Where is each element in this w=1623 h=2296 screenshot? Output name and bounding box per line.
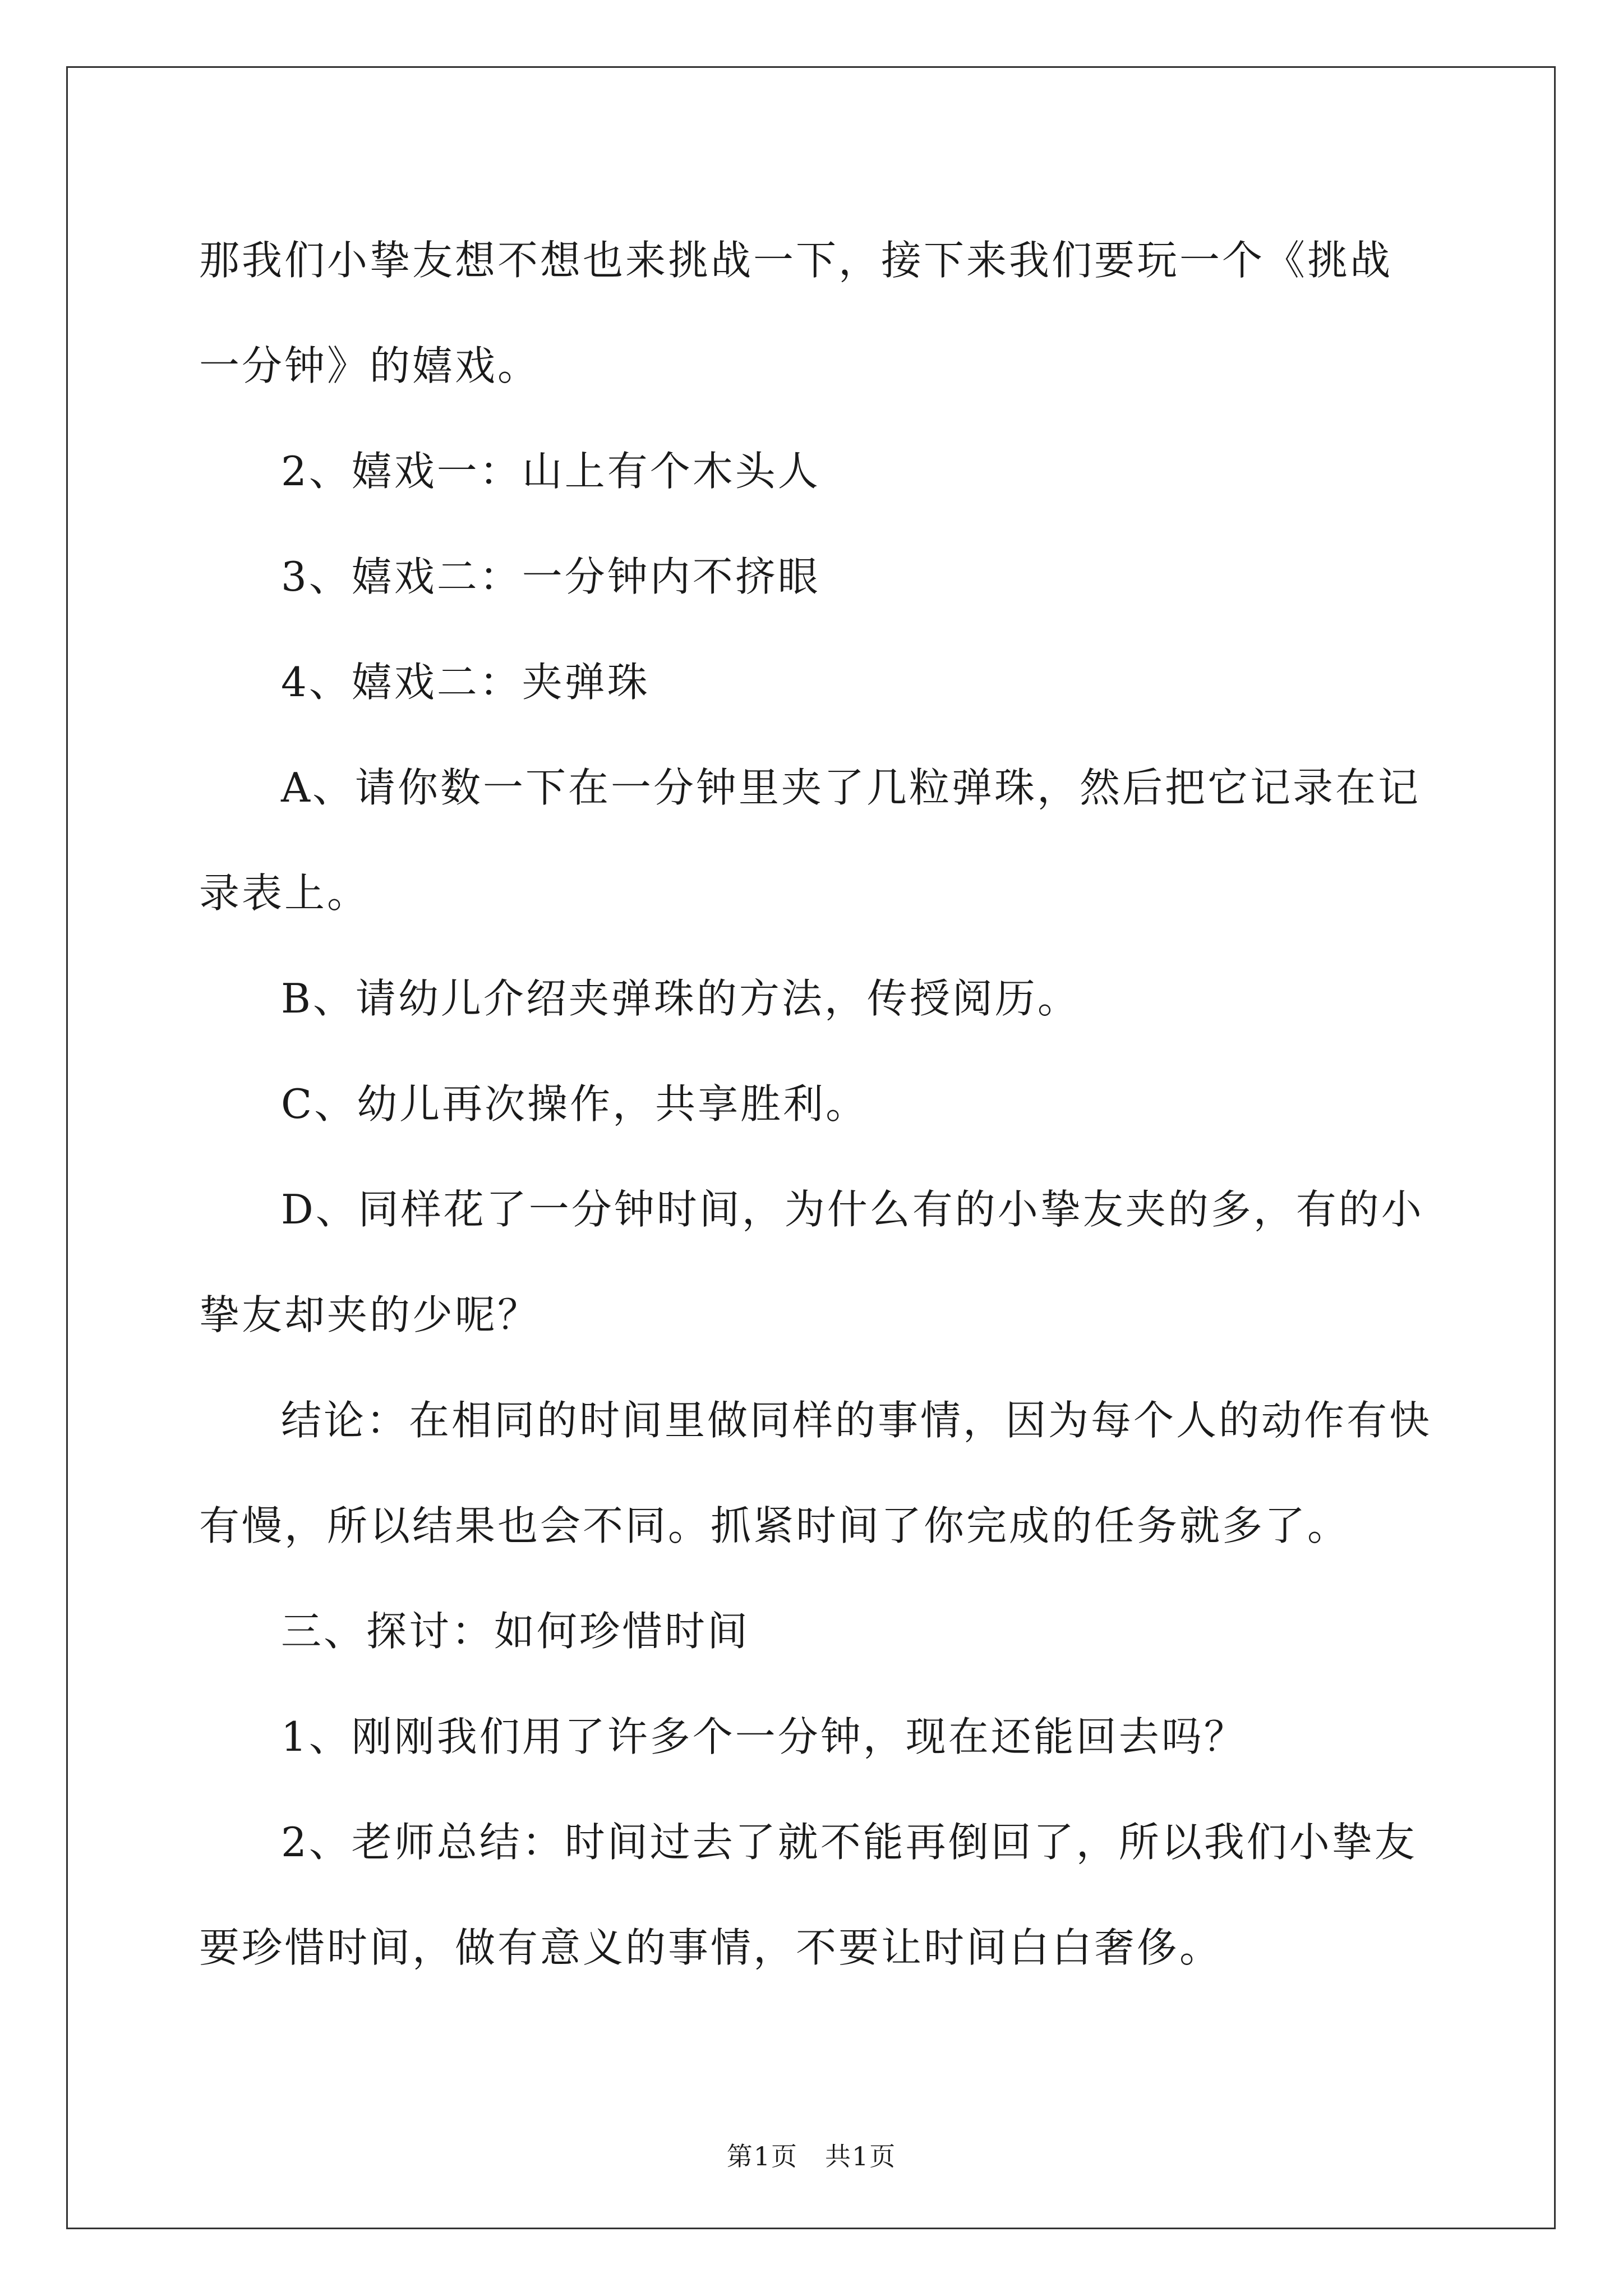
document-body	[199, 208, 1433, 2000]
paragraph-5: A、请你数一下在一分钟里夹了几粒弹珠，然后把它记录在记录表上。	[199, 764, 1421, 917]
paragraph-1: 那我们小挚友想不想也来挑战一下，接下来我们要玩一个《挑战一分钟》的嬉戏。	[199, 237, 1393, 389]
paragraph-12: 2、老师总结：时间过去了就不能再倒回了，所以我们小挚友要珍惜时间，做有意义的事情，不要让时间白白奢侈。	[199, 1819, 1417, 1971]
paragraph-2: 2、嬉戏一：山上有个木头人	[281, 448, 820, 495]
paragraph-11: 1、刚刚我们用了许多个一分钟，现在还能回去吗？	[281, 1713, 1247, 1760]
paragraph-10: 三、探讨：如何珍惜时间	[281, 1608, 750, 1655]
paragraph-4: 4、嬉戏二：夹弹珠	[281, 659, 650, 706]
paragraph-7: C、幼儿再次操作，共享胜利。	[281, 1080, 869, 1128]
paragraph-9: 结论：在相同的时间里做同样的事情，因为每个人的动作有快有慢，所以结果也会不同。抓紧时间了你完成的任务就多了。	[199, 1397, 1432, 1549]
paragraph-6: B、请幼儿介绍夹弹珠的方法，传授阅历。	[281, 975, 1080, 1022]
paragraph-3: 3、嬉戏二：一分钟内不挤眼	[281, 553, 820, 600]
paragraph-8: D、同样花了一分钟时间，为什么有的小挚友夹的多，有的小挚友却夹的少呢？	[199, 1186, 1424, 1338]
page-footer: 第1页 共1页	[726, 2141, 897, 2171]
